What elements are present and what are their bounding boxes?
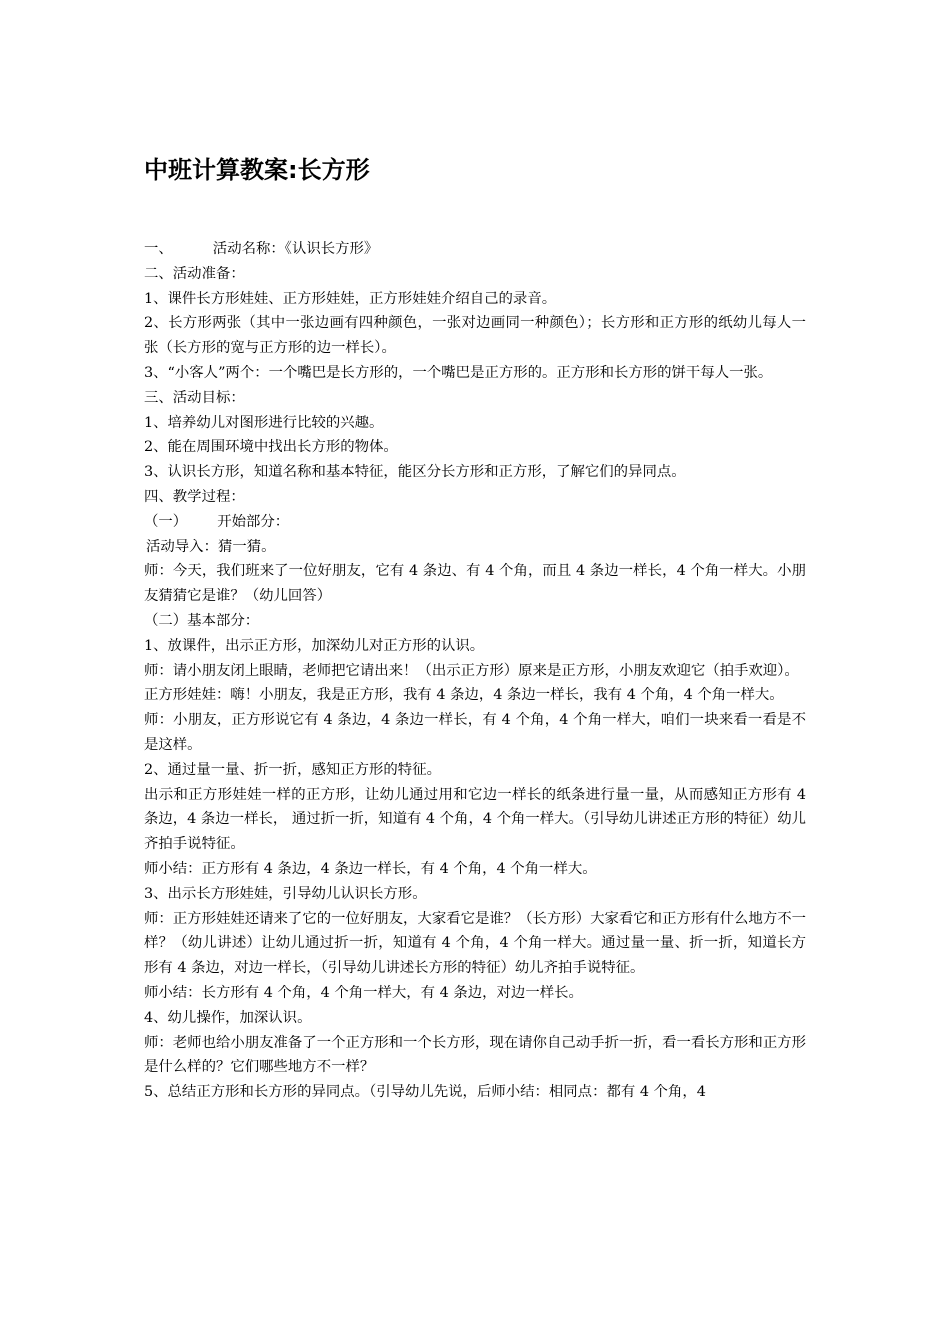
section-number: 一、 xyxy=(144,241,173,257)
paragraph-demo-square: 出示和正方形娃娃一样的正方形，让幼儿通过用和它边一样长的纸条进行量一量，从而感知正方形有 4 条边，4 条边一样长， 通过折一折，知道有 4 个角，4 个角一样大。（引导幼儿讲述正方形的特征）幼儿齐拍手说特征。 xyxy=(144,786,806,853)
paragraph-prep-3: 3、“小客人”两个：一个嘴巴是长方形的，一个嘴巴是正方形的。正方形和长方形的饼干每人一张。 xyxy=(144,364,773,381)
paragraph-step-1: 1、放课件，出示正方形，加深幼儿对正方形的认识。 xyxy=(144,637,485,654)
paragraph-teacher-2: 师：请小朋友闭上眼睛，老师把它请出来！（出示正方形）原来是正方形，小朋友欢迎它（拍手欢迎）。 xyxy=(144,662,799,679)
paragraph-step-2: 2、通过量一量、折一折，感知正方形的特征。 xyxy=(144,761,441,778)
paragraph-text: 活动名称：《认识长方形》 xyxy=(212,241,379,257)
paragraph-goal-2: 2、能在周围环境中找出长方形的物体。 xyxy=(144,439,398,456)
paragraph-activity-name xyxy=(144,237,806,262)
document-body xyxy=(144,237,806,1105)
paragraph-teacher-4: 师：正方形娃娃还请来了它的一位好朋友，大家看它是谁？（长方形）大家看它和正方形有什么地方不一样？（幼儿讲述）让幼儿通过折一折，知道有 4 个角，4 个角一样大。通过量一量、折一折，知道长方形有 4 条边，对边一样长，（引导幼儿讲述长方形的特征）幼儿齐拍手说特征。 xyxy=(144,910,806,977)
paragraph-prep-1: 1、课件长方形娃娃、正方形娃娃，正方形娃娃介绍自己的录音。 xyxy=(144,290,557,307)
paragraph-heading-goals: 三、活动目标： xyxy=(144,389,245,406)
paragraph-start-section xyxy=(144,510,806,535)
paragraph-goal-1: 1、培养幼儿对图形进行比较的兴趣。 xyxy=(144,414,384,431)
paragraph-teacher-3: 师：小朋友，正方形说它有 4 条边，4 条边一样长，有 4 个角，4 个角一样大，咱们一块来看一看是不是这样。 xyxy=(144,712,806,753)
paragraph-teacher-1: 师：今天，我们班来了一位好朋友，它有 4 条边、有 4 个角，而且 4 条边一样长，4 个角一样大。小朋友猜猜它是谁？（幼儿回答） xyxy=(144,563,806,605)
paragraph-step-5: 5、总结正方形和长方形的异同点。（引导幼儿先说，后师小结：相同点：都有 4 个角，4 xyxy=(144,1084,706,1101)
section-number: （一） xyxy=(144,513,188,530)
paragraph-prep-2: 2、长方形两张（其中一张边画有四种颜色，一张对边画同一种颜色）；长方形和正方形的纸幼儿每人一张（长方形的宽与正方形的边一样长）。 xyxy=(144,315,806,357)
paragraph-text: 开始部分： xyxy=(217,513,290,530)
paragraph-teacher-5: 师：老师也给小朋友准备了一个正方形和一个长方形，现在请你自己动手折一折，看一看长方形和正方形是什么样的？它们哪些地方不一样？ xyxy=(144,1034,806,1076)
paragraph-basic-section: （二）基本部分： xyxy=(144,612,260,629)
paragraph-heading-preparation: 二、活动准备： xyxy=(144,265,245,282)
paragraph-step-4: 4、幼儿操作，加深认识。 xyxy=(144,1009,312,1026)
document-title: 中班计算教案:长方形 xyxy=(144,156,370,184)
paragraph-step-3: 3、出示长方形娃娃，引导幼儿认识长方形。 xyxy=(144,885,427,902)
paragraph-heading-process: 四、教学过程： xyxy=(144,488,245,505)
paragraph-summary-rectangle: 师小结：长方形有 4 个角，4 个角一样大，有 4 条边，对边一样长。 xyxy=(144,984,583,1001)
paragraph-goal-3: 3、认识长方形，知道名称和基本特征，能区分长方形和正方形，了解它们的异同点。 xyxy=(144,464,686,481)
paragraph-intro: 活动导入：猜一猜。 xyxy=(146,538,276,555)
paragraph-square-doll: 正方形娃娃：嗨！小朋友，我是正方形，我有 4 条边，4 条边一样长，我有 4 个角，4 个角一样大。 xyxy=(144,687,784,704)
paragraph-summary-square: 师小结：正方形有 4 条边，4 条边一样长，有 4 个角，4 个角一样大。 xyxy=(144,860,597,877)
